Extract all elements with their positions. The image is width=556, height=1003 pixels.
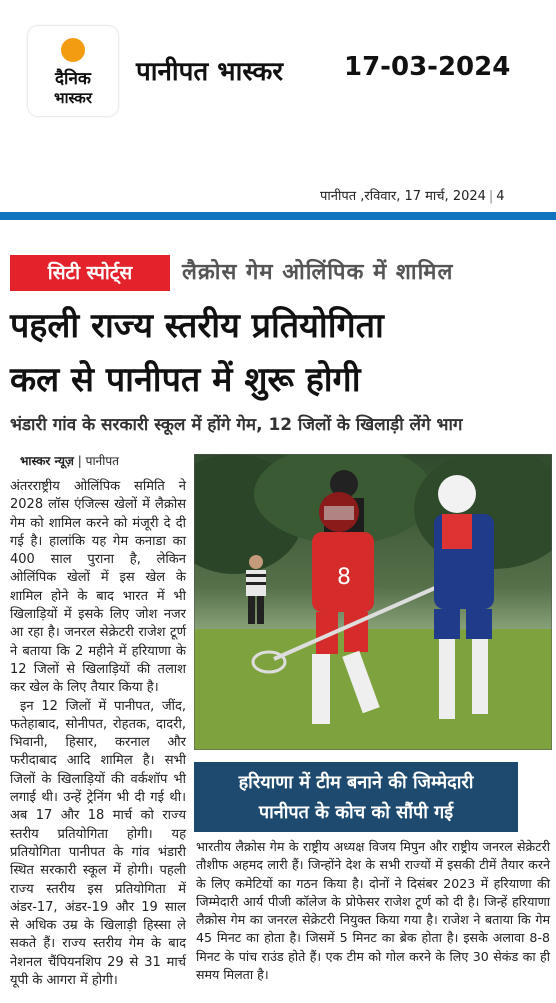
lacrosse-match-photo	[194, 454, 552, 750]
svg-text:8: 8	[337, 565, 351, 590]
page-dateline	[320, 186, 505, 204]
edition-title: पानीपत भास्कर	[136, 57, 284, 87]
photo-illustration	[194, 454, 552, 750]
byline	[20, 452, 119, 469]
article-deck: भंडारी गांव के सरकारी स्कूल में होंगे गेम, 12 जिलों के खिलाड़ी लेंगे भाग	[10, 415, 463, 435]
body-paragraph: भारतीय लैक्रोस गेम के राष्ट्रीय अध्यक्ष विजय मिपुन और राष्ट्रीय जनरल सेक्रेटरी तौशीफ अहमद लारी हैं। जिन्होंने देश के सभी राज्यों में इसकी टीमें तैयार करने के लिए कमेटियों का गठन किया है। दोनों ने दिसंबर 2023 में हरियाणा की जिम्मेदारी आर्य पीजी कॉलेज के प्रोफेसर राजेश टूर्ण को दी है। जिन्हें हरियाणा लैक्रोस गेम का जनरल सेक्रेटरी नियुक्त किया गया है। राजेश ने बताया कि गेम 45 मिनट का होता है। जिसमें 5 मिनट का ब्रेक होता है। इसके अलावा 8-8 मिनट के पांच राउंड होते हैं। एक टीम को गोल करने के लिए 30 सेकंड का ही समय मिलता है।	[196, 839, 550, 983]
edition-date: 17-03-2024	[344, 52, 511, 82]
article-body-column	[10, 478, 186, 990]
logo-sun-icon	[61, 38, 85, 62]
header-rule	[0, 212, 556, 220]
byline-separator: |	[77, 454, 82, 468]
dateline-separator: |	[488, 189, 494, 204]
headline-line1: पहली राज्य स्तरीय प्रतियोगिता	[10, 306, 384, 346]
logo-text-line1: दैनिक	[55, 69, 91, 89]
dainik-bhaskar-logo	[28, 26, 118, 116]
subhead-line1: हरियाणा में टीम बनाने की जिम्मेदारी	[238, 772, 474, 793]
page-number: 4	[496, 189, 505, 204]
subhead-line2: पानीपत के कोच को सौंपी गई	[258, 802, 454, 823]
section-tag: सिटी स्पोर्ट्स	[10, 255, 170, 291]
body-paragraph: अंतरराष्ट्रीय ओलिंपिक समिति ने 2028 लॉस एंजिल्स खेलों में लैक्रोस गेम को शामिल करने को मंजूरी दे दी गई है। हालांकि यह गेम कनाडा का 400 साल पुराना है, लेकिन ओलिंपिक खेलों में इस खेल के शामिल होने के बाद भारत में भी खिलाड़ियों में इसके लिए जोश नजर आ रहा है। जनरल सेक्रेटरी राजेश टूर्ण ने बताया कि 2 महीने में हरियाणा के 12 जिलों से खिलाड़ियों की तलाश कर खेल के लिए तैयार किया है।	[10, 479, 186, 696]
section-topic: लैक्रोस गेम ओलिंपिक में शामिल	[182, 260, 454, 285]
headline-line2: कल से पानीपत में शुरू होगी	[10, 360, 361, 400]
body-paragraph: इन 12 जिलों में पानीपत, जींद, फतेहाबाद, सोनीपत, रोहतक, दादरी, भिवानी, हिसार, करनाल और फरीदाबाद आदि शामिल है। सभी जिलों के खिलाड़ियों की वर्कशॉप भी लगाई थी। उन्हें ट्रेनिंग भी दी गई थी। अब 17 और 18 मार्च को राज्य स्तरीय प्रतियोगिता होगी। यह प्रतियोगिता पानीपत के गांव भंडारी स्थित सरकारी स्कूल में होगी। पहली राज्य स्तरीय इस प्रतियोगिता में अंडर-17, अंडर-19 और 19 साल से अधिक उम्र के खिलाड़ी हिस्सा ले सकते हैं। राज्य स्तरीय गेम के बाद नेशनल चैंपियनशिप 29 से 31 मार्च यूपी के आगरा में होगी।	[10, 698, 186, 989]
dateline-text: पानीपत ,रविवार, 17 मार्च, 2024	[320, 189, 486, 204]
subhead-box	[194, 762, 518, 832]
article-body-lower	[196, 838, 550, 984]
byline-source: भास्कर न्यूज़	[20, 454, 74, 468]
byline-city: पानीपत	[85, 454, 119, 468]
logo-text-line2: भास्कर	[54, 89, 92, 107]
